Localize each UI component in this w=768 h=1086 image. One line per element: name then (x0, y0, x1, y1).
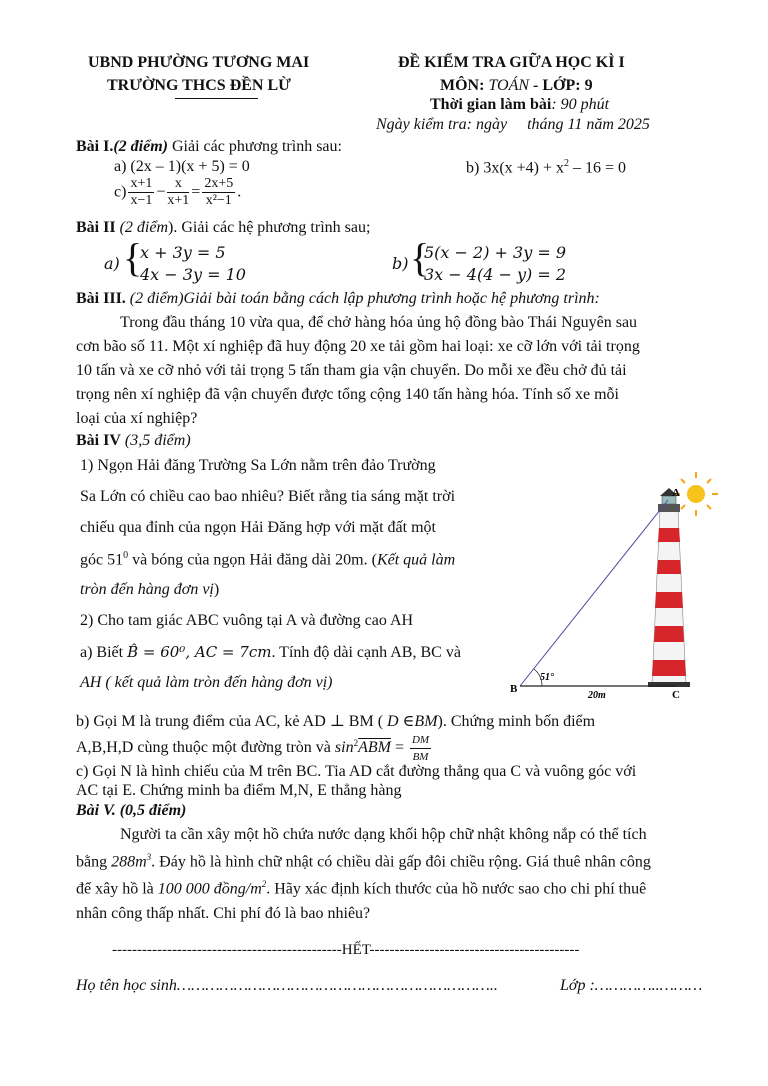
bai4-q1-line1: 1) Ngọn Hải đăng Trường Sa Lớn nằm trên đảo Trường (80, 457, 436, 474)
bai1-heading: Bài I.(2 điểm) Giải các phương trình sau: (76, 138, 342, 155)
bai3-line1: Trong đầu tháng 10 vừa qua, để chở hàng hóa ủng hộ đồng bào Thái Nguyên sau (120, 314, 638, 331)
exam-title: ĐỀ KIỂM TRA GIỮA HỌC KÌ I (398, 54, 625, 71)
bai2-a-eq1: x + 3y = 5 (140, 243, 226, 262)
bai4-q2a-line2: AH ( kết quả làm tròn đến hàng đơn vị) (80, 674, 333, 691)
bai2-b-eq2: 3x − 4(4 − y) = 2 (424, 265, 566, 284)
header-underline (175, 98, 258, 99)
bai4-q1-line4: góc $51^0$ và bóng của ngọn Hải đăng dài 20m. (Kết quả làm (80, 550, 456, 569)
bai2-a-brace: { (123, 235, 143, 280)
bai4-q1-line5: tròn đến hàng đơn vị) (80, 581, 220, 598)
bai1-b: b) $3x(x +4) + x^2 - 16 = 0$ (466, 158, 627, 177)
bai4-q1-line2: Sa Lớn có chiều cao bao nhiêu? Biết rằng tia sáng mặt trời (80, 488, 456, 505)
bai2-a-label: a) (104, 254, 120, 273)
bai3-line3: 10 tấn và xe cỡ nhỏ với tải trọng 5 tấn tham gia vận chuyển. Do mỗi xe đều chở đủ tải (76, 362, 627, 379)
bai5-line3: để xây hồ là 100 000 đồng/$m^2$. Hãy xác định kích thước của hồ nước sao cho chi phí thuê (76, 879, 647, 898)
bai2-heading: Bài II (2 điểm). Giải các hệ phương trình sau; (76, 219, 371, 236)
school-name: TRƯỜNG THCS ĐỀN LỪ (107, 77, 291, 94)
bai5-line1: Người ta cần xây một hồ chứa nước dạng khối hộp chữ nhật không nắp có thể tích (120, 826, 647, 843)
angle-label: 51° (540, 672, 554, 683)
bai2-b-label: b) (392, 254, 409, 273)
bai4-q1-line3: chiếu qua đỉnh của ngọn Hải Đăng hợp với mặt đất một (80, 519, 436, 536)
bai5-heading: Bài V. (0,5 điểm) (76, 802, 187, 819)
bai4-q2: 2) Cho tam giác ABC vuông tại A và đường cao AH (80, 612, 414, 629)
subject-line: MÔN: TOÁN - LỚP: 9 (440, 77, 593, 94)
bai3-line5: loại của xí nghiệp? (76, 410, 198, 427)
end-marker: ----------------------------------------------HẾT------------------------------------------ (112, 942, 580, 958)
bai4-b-line2: A,B,H,D cùng thuộc một đường tròn và $\sin^2\overline{ABM}$ = $\frac{DM}{BM}$ (76, 734, 430, 763)
bai2-a-eq2: 4x − 3y = 10 (140, 265, 246, 284)
bai1-c: c) $\frac{x+1}{x-1}$ − $\frac{x}{x+1}$ = $\frac{2x+5}{\text{x²−1}}$ . (114, 176, 242, 208)
bai1-a: a) (2x – 1)(x + 5) = 0 (114, 158, 250, 175)
bai2-b-brace: { (410, 235, 430, 280)
bai5-line2: bằng $288m^3$. Đáy hồ là hình chữ nhật có chiều dài gấp đôi chiều rộng. Giá thuê nhân công (76, 852, 651, 871)
time-line: Thời gian làm bài: 90 phút (430, 96, 610, 113)
bai3-line2: cơn bão số 11. Một xí nghiệp đã huy động 20 xe tải gồm hai loại: xe cỡ lớn với tải trọng (76, 338, 640, 355)
label-c: C (672, 689, 680, 700)
bai3-heading: Bài III. (2 điểm)Giải bài toán bằng cách lập phương trình hoặc hệ phương trình: (76, 290, 600, 307)
sun-icon (674, 472, 718, 516)
length-label: 20m (588, 690, 606, 700)
label-b: B (510, 683, 518, 695)
bai4-b-line1: b) Gọi M là trung điểm của AC, kẻ AD ⊥ BM ( D ∈BM). Chứng minh bốn điểm (76, 713, 596, 730)
bai4-heading: Bài IV (3,5 điểm) (76, 432, 191, 449)
bai5-line4: nhân công thấp nhất. Chi phí đó là bao nhiêu? (76, 905, 371, 922)
label-a: A (672, 487, 680, 499)
lighthouse-figure (500, 470, 720, 700)
exam-date: Ngày kiểm tra: ngày tháng 11 năm 2025 (376, 116, 650, 133)
bai2-b-eq1: 5(x − 2) + 3y = 9 (424, 243, 566, 262)
bai4-q2a: a) Biết B̂ = 60⁰, AC = 7cm. Tính độ dài cạnh AB, BC và (80, 643, 461, 661)
class-field: Lớp :…………..……… (560, 977, 703, 994)
bai4-c-line2: AC tại E. Chứng minh ba điểm M,N, E thẳng hàng (76, 782, 402, 799)
bai4-c-line1: c) Gọi N là hình chiếu của M trên BC. Tia AD cắt đường thẳng qua C và vuông góc với (76, 763, 637, 780)
bai3-line4: trọng nên xí nghiệp đã vận chuyển được tổng cộng 140 tấn hàng hóa. Tính số xe mỗi (76, 386, 619, 403)
student-name-field: Họ tên học sinh………………………………………………………….. (76, 977, 498, 994)
department-name: UBND PHƯỜNG TƯƠNG MAI (88, 54, 310, 71)
